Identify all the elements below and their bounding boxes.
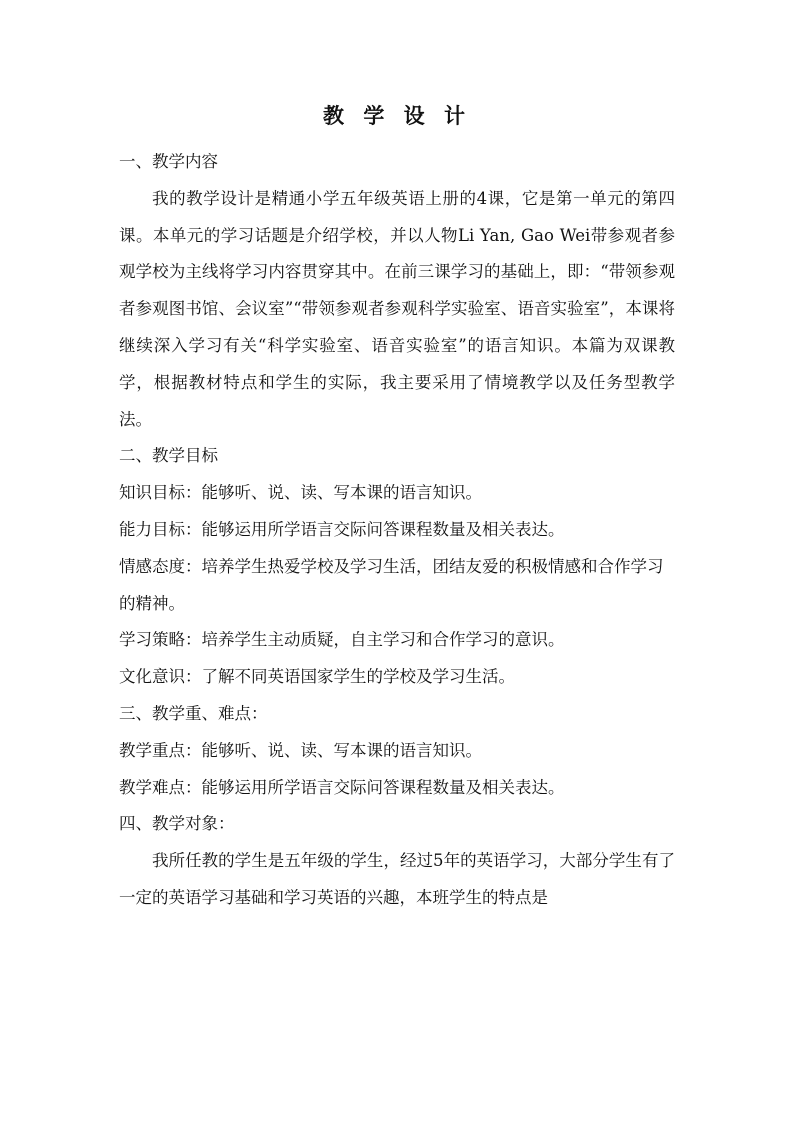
objective-emotion: 情感态度：培养学生热爱学校及学习生活，团结友爱的积极情感和合作学习的精神。: [119, 556, 664, 613]
document-body: [119, 144, 675, 917]
objective-culture: 文化意识：了解不同英语国家学生的学校及学习生活。: [119, 667, 515, 687]
difficult-point: 教学难点：能够运用所学语言交际问答课程数量及相关表达。: [119, 777, 565, 797]
objective-strategy: 学习策略：培养学生主动质疑，自主学习和合作学习的意识。: [119, 630, 565, 650]
section-heading-students: 四、教学对象：: [119, 814, 235, 834]
section-heading-key-points: 三、教学重、难点：: [119, 703, 268, 723]
document-title: 教 学 设 计: [323, 103, 471, 128]
objective-knowledge: 知识目标：能够听、说、读、写本课的语言知识。: [119, 483, 482, 503]
section-heading-content: 一、教学内容: [119, 152, 218, 171]
section-heading-objectives: 二、教学目标: [119, 446, 218, 466]
students-paragraph: 我所任教的学生是五年级的学生，经过5年的英语学习，大部分学生有了一定的英语学习基础和学习英语的兴趣，本班学生的特点是: [119, 851, 675, 907]
objective-ability: 能力目标：能够运用所学语言交际问答课程数量及相关表达。: [119, 519, 565, 539]
key-point: 教学重点：能够听、说、读、写本课的语言知识。: [119, 740, 482, 760]
content-paragraph: 我的教学设计是精通小学五年级英语上册的4课，它是第一单元的第四课。本单元的学习话题是介绍学校，并以人物Li Yan, Gao Wei带参观者参观学校为主线将学习内容贯穿其中。在前三课学习的基础上，即：“带领参观者参观图书馆、会议室”“带领参观者参观科学实验室、语音实验室”，本课将继续深入学习有关“科学实验室、语音实验室”的语言知识。本篇为双课教学，根据教材特点和学生的实际，我主要采用了情境教学以及任务型教学法。: [119, 188, 675, 429]
